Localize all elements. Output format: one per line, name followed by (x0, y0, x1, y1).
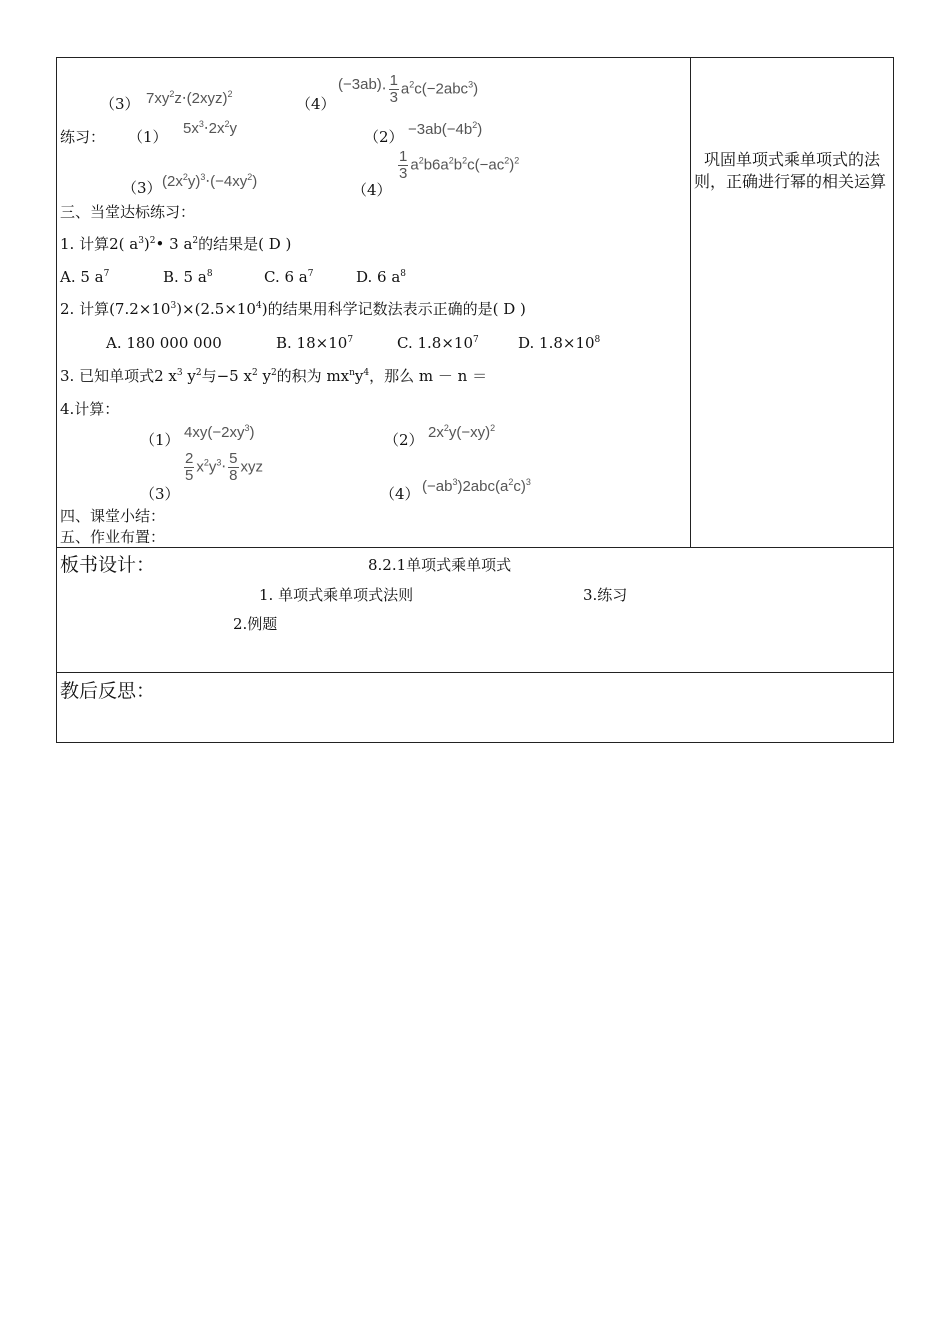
calc-3-label: （3） (140, 485, 180, 503)
example-3-label: （3） (100, 95, 140, 113)
practice-3-expression: $(2x^2y)^3\cdot(-4xy^2)$ (162, 172, 258, 190)
section-5-heading: 五、作业布置： (60, 528, 166, 546)
calc-1-label: （1） (140, 431, 180, 449)
practice-2-label: （2） (364, 128, 404, 146)
board-title: 8.2.1单项式乘单项式 (368, 556, 512, 574)
row-divider-reflection (56, 672, 894, 673)
table-border-left (56, 57, 57, 743)
question-2: 2. 计算$(7.2\times 10^3)\times(2.5\times 10^4)$的结果用科学记数法表示正确的是( D ) (60, 300, 526, 318)
calc-3-expression: $\frac{2}{5}$ $x^2y^3\cdot$ $\frac{5}{8}$ xyz (185, 450, 263, 484)
practice-4-expression: $\frac{1}{3}$ $a^2b6a^2b^2c(-ac^2)^2$ (399, 148, 520, 182)
column-divider (690, 57, 691, 548)
calc-2-expression: $2x^2y(-xy)^2$ (428, 423, 496, 441)
side-note: 巩固单项式乘单项式的法则，正确进行幂的相关运算 (694, 150, 887, 191)
example-4-label: （4） (296, 95, 336, 113)
question-3: 3. 已知单项式2 $x^3$ $y^2$与−5 $x^2$ $y^2$的积为 $mx^ny^4$，那么 m － n ＝ (60, 367, 488, 385)
board-item-1: 1. 单项式乘单项式法则 (259, 586, 414, 604)
section-4-heading: 四、课堂小结： (60, 507, 166, 525)
question-4: 4.计算： (60, 400, 120, 418)
section-3-heading: 三、当堂达标练习： (60, 203, 196, 221)
example-4-expression: (−3ab)⋅ $\frac{1}{3}$ $a^2c(-2abc^3)$ (338, 72, 479, 106)
question-2-option-b: B. $18\times 10^7$ (276, 334, 354, 352)
question-2-option-c: C. $1.8\times 10^7$ (397, 334, 479, 352)
row-divider-board (56, 547, 894, 548)
practice-2-expression: $-3ab(-4b^2)$ (408, 120, 483, 138)
table-border-top (56, 57, 894, 58)
question-1-option-a: A. 5 $a^7$ (60, 268, 110, 286)
practice-3-label: （3） (122, 179, 162, 197)
board-design-label: 板书设计： (60, 554, 156, 576)
practice-1-expression: $5x^3\cdot 2x^2y$ (183, 119, 237, 137)
question-1-option-b: B. 5 $a^8$ (163, 268, 213, 286)
question-2-option-d: D. $1.8\times 10^8$ (518, 334, 601, 352)
calc-4-expression: $(-ab^3)2abc(a^2c)^3$ (422, 477, 531, 495)
question-1-option-c: C. 6 $a^7$ (264, 268, 314, 286)
practice-label: 练习： (60, 128, 106, 146)
calc-4-label: （4） (380, 485, 420, 503)
board-item-2: 2.例题 (233, 615, 278, 633)
board-item-3: 3.练习 (583, 586, 628, 604)
question-1: 1. 计算2( $a^3)^2•$ 3 $a^2$的结果是( D ) (60, 235, 292, 253)
table-border-bottom (56, 742, 894, 743)
calc-1-expression: $4xy(-2xy^3)$ (184, 423, 255, 441)
practice-4-label: （4） (352, 181, 392, 199)
question-2-option-a: A. 180 000 000 (106, 334, 222, 352)
practice-1-label: （1） (128, 128, 168, 146)
calc-2-label: （2） (384, 431, 424, 449)
question-1-option-d: D. 6 $a^8$ (356, 268, 407, 286)
example-3-expression: $7xy^2z\cdot(2xyz)^2$ (146, 89, 233, 107)
reflection-label: 教后反思： (60, 680, 156, 702)
